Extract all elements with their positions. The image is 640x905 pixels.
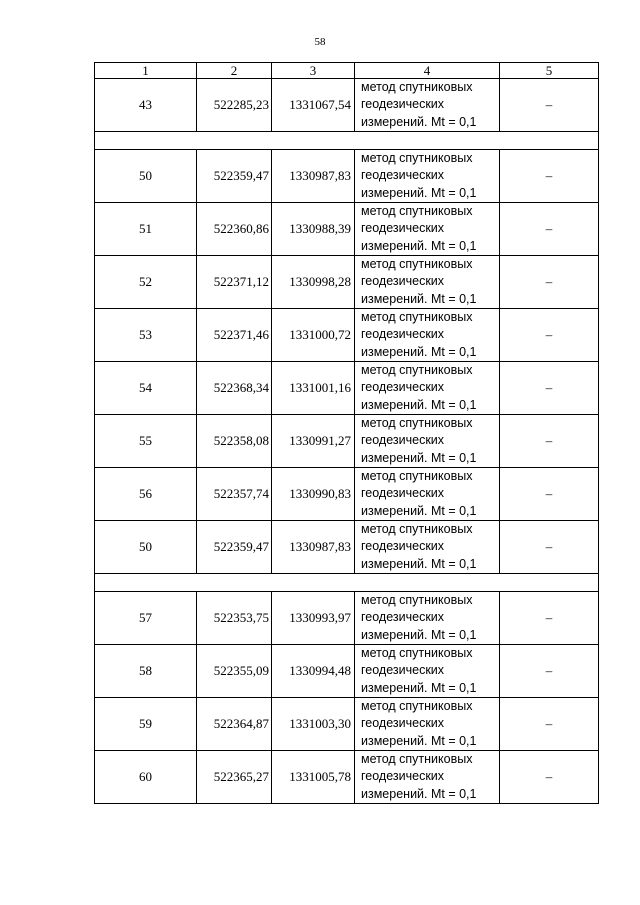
method-line: метод спутниковых	[361, 699, 473, 714]
note-cell: –	[500, 256, 599, 309]
method-line: геодезических	[361, 327, 445, 342]
method-line: метод спутниковых	[361, 752, 473, 767]
method-line: метод спутниковых	[361, 257, 473, 272]
method-line: метод спутниковых	[361, 522, 473, 537]
note-cell: –	[500, 79, 599, 132]
note-cell: –	[500, 150, 599, 203]
point-number-cell: 59	[95, 698, 197, 751]
y-coordinate-cell: 1331067,54	[272, 79, 355, 132]
page-number: 58	[314, 36, 326, 48]
method-line: измерений. Mt = 0,1	[361, 786, 477, 801]
point-number-cell: 50	[95, 150, 197, 203]
note-cell: –	[500, 309, 599, 362]
x-coordinate-cell: 522360,86	[197, 203, 272, 256]
method-line: геодезических	[361, 716, 445, 731]
method-line: измерений. Mt = 0,1	[361, 450, 477, 465]
method-line: геодезических	[361, 274, 445, 289]
method-line: измерений. Mt = 0,1	[361, 680, 477, 695]
table-row	[95, 645, 599, 698]
table-row	[95, 79, 599, 132]
separator-cell	[95, 574, 599, 592]
point-number-cell: 56	[95, 468, 197, 521]
table-row	[95, 256, 599, 309]
y-coordinate-cell: 1330993,97	[272, 592, 355, 645]
method-line: геодезических	[361, 97, 445, 112]
table-row	[95, 415, 599, 468]
x-coordinate-cell: 522364,87	[197, 698, 272, 751]
y-coordinate-cell: 1330987,83	[272, 521, 355, 574]
point-number-cell: 55	[95, 415, 197, 468]
x-coordinate-cell: 522359,47	[197, 150, 272, 203]
x-coordinate-cell: 522357,74	[197, 468, 272, 521]
method-line: измерений. Mt = 0,1	[361, 344, 477, 359]
x-coordinate-cell: 522355,09	[197, 645, 272, 698]
method-line: измерений. Mt = 0,1	[361, 397, 477, 412]
x-coordinate-cell: 522353,75	[197, 592, 272, 645]
table-row	[95, 309, 599, 362]
x-coordinate-cell: 522368,34	[197, 362, 272, 415]
x-coordinate-cell: 522285,23	[197, 79, 272, 132]
table-body	[95, 63, 599, 804]
table-row	[95, 468, 599, 521]
note-cell: –	[500, 521, 599, 574]
method-line: метод спутниковых	[361, 204, 473, 219]
y-coordinate-cell: 1330994,48	[272, 645, 355, 698]
y-coordinate-cell: 1330998,28	[272, 256, 355, 309]
method-cell	[355, 592, 500, 645]
coordinates-table	[94, 62, 599, 804]
table-row	[95, 362, 599, 415]
column-header: 1	[95, 63, 197, 79]
y-coordinate-cell: 1330988,39	[272, 203, 355, 256]
method-line: измерений. Mt = 0,1	[361, 185, 477, 200]
method-line: измерений. Mt = 0,1	[361, 556, 477, 571]
method-cell	[355, 79, 500, 132]
separator-cell	[95, 132, 599, 150]
x-coordinate-cell: 522365,27	[197, 751, 272, 804]
method-line: геодезических	[361, 610, 445, 625]
table-row	[95, 150, 599, 203]
method-cell	[355, 698, 500, 751]
method-line: метод спутниковых	[361, 469, 473, 484]
x-coordinate-cell: 522358,08	[197, 415, 272, 468]
method-cell	[355, 521, 500, 574]
y-coordinate-cell: 1331005,78	[272, 751, 355, 804]
method-line: метод спутниковых	[361, 646, 473, 661]
method-cell	[355, 150, 500, 203]
note-cell: –	[500, 362, 599, 415]
table-row	[95, 698, 599, 751]
point-number-cell: 50	[95, 521, 197, 574]
separator-row	[95, 574, 599, 592]
note-cell: –	[500, 645, 599, 698]
point-number-cell: 57	[95, 592, 197, 645]
method-line: метод спутниковых	[361, 310, 473, 325]
method-line: геодезических	[361, 486, 445, 501]
point-number-cell: 51	[95, 203, 197, 256]
method-line: геодезических	[361, 168, 445, 183]
y-coordinate-cell: 1330987,83	[272, 150, 355, 203]
method-cell	[355, 362, 500, 415]
y-coordinate-cell: 1331000,72	[272, 309, 355, 362]
x-coordinate-cell: 522359,47	[197, 521, 272, 574]
column-header: 5	[500, 63, 599, 79]
method-cell	[355, 468, 500, 521]
point-number-cell: 54	[95, 362, 197, 415]
method-line: геодезических	[361, 769, 445, 784]
table-row	[95, 592, 599, 645]
method-cell	[355, 645, 500, 698]
y-coordinate-cell: 1331003,30	[272, 698, 355, 751]
y-coordinate-cell: 1331001,16	[272, 362, 355, 415]
point-number-cell: 53	[95, 309, 197, 362]
point-number-cell: 60	[95, 751, 197, 804]
method-cell	[355, 203, 500, 256]
header-row	[95, 63, 599, 79]
method-line: геодезических	[361, 380, 445, 395]
x-coordinate-cell: 522371,12	[197, 256, 272, 309]
method-cell	[355, 256, 500, 309]
table-row	[95, 521, 599, 574]
method-cell	[355, 751, 500, 804]
note-cell: –	[500, 751, 599, 804]
method-cell	[355, 309, 500, 362]
table-row	[95, 751, 599, 804]
x-coordinate-cell: 522371,46	[197, 309, 272, 362]
column-header: 3	[272, 63, 355, 79]
note-cell: –	[500, 698, 599, 751]
column-header: 2	[197, 63, 272, 79]
note-cell: –	[500, 592, 599, 645]
table-row	[95, 203, 599, 256]
method-line: измерений. Mt = 0,1	[361, 733, 477, 748]
method-line: измерений. Mt = 0,1	[361, 114, 477, 129]
note-cell: –	[500, 415, 599, 468]
method-line: метод спутниковых	[361, 151, 473, 166]
method-line: измерений. Mt = 0,1	[361, 238, 477, 253]
method-line: метод спутниковых	[361, 363, 473, 378]
point-number-cell: 43	[95, 79, 197, 132]
separator-row	[95, 132, 599, 150]
method-line: геодезических	[361, 539, 445, 554]
method-line: измерений. Mt = 0,1	[361, 503, 477, 518]
method-line: геодезических	[361, 433, 445, 448]
method-line: измерений. Mt = 0,1	[361, 627, 477, 642]
method-line: измерений. Mt = 0,1	[361, 291, 477, 306]
method-line: метод спутниковых	[361, 416, 473, 431]
method-line: геодезических	[361, 221, 445, 236]
y-coordinate-cell: 1330990,83	[272, 468, 355, 521]
note-cell: –	[500, 468, 599, 521]
method-line: метод спутниковых	[361, 593, 473, 608]
column-header: 4	[355, 63, 500, 79]
point-number-cell: 58	[95, 645, 197, 698]
point-number-cell: 52	[95, 256, 197, 309]
method-line: метод спутниковых	[361, 80, 473, 95]
y-coordinate-cell: 1330991,27	[272, 415, 355, 468]
note-cell: –	[500, 203, 599, 256]
method-cell	[355, 415, 500, 468]
method-line: геодезических	[361, 663, 445, 678]
